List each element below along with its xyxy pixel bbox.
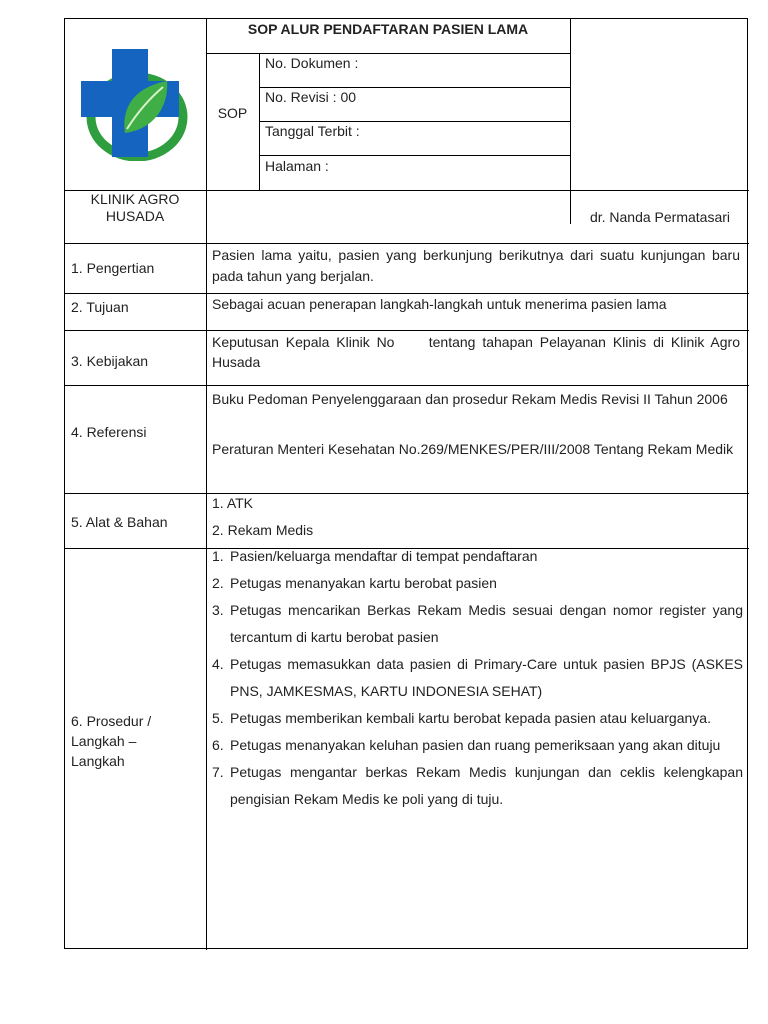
section-text-pengertian: Pasien lama yaitu, pasien yang berkunjung berikutnya dari suatu kunjungan baru pada tahun yang berjalan. <box>212 247 740 284</box>
procedure-step <box>212 732 743 759</box>
revision-field: No. Revisi : 00 <box>265 89 357 105</box>
step-number: 7. <box>212 764 224 780</box>
step-text: Petugas memasukkan data pasien di Primary-Care untuk pasien BPJS (ASKES PNS, JAMKESMAS, KARTU INDONESIA SEHAT) <box>230 656 743 699</box>
procedure-step <box>212 651 743 705</box>
divider <box>259 87 570 88</box>
divider <box>65 330 749 331</box>
section-label-prosedur: 6. Prosedur / Langkah – Langkah <box>71 713 152 769</box>
section-label-pengertian: 1. Pengertian <box>71 260 155 276</box>
divider <box>65 293 749 294</box>
step-text: Petugas mencarikan Berkas Rekam Medis sesuai dengan nomor register yang tercantum di kartu berobat pasien <box>230 602 743 645</box>
procedure-step <box>212 759 743 813</box>
section-text-kebijakan: Keputusan Kepala Klinik No tentang tahapan Pelayanan Klinis di Klinik Agro Husada <box>212 334 744 370</box>
clinic-name: KLINIK AGRO HUSADA <box>90 191 180 224</box>
step-number: 5. <box>212 710 224 726</box>
divider <box>259 121 570 122</box>
procedure-step <box>212 543 743 570</box>
sop-document <box>64 18 748 949</box>
issue-date-field: Tanggal Terbit : <box>265 123 360 139</box>
step-text: Petugas mengantar berkas Rekam Medis kunjungan dan ceklis kelengkapan pengisian Rekam Medis ke poli yang di tuju. <box>230 764 743 807</box>
procedure-step <box>212 570 743 597</box>
divider <box>206 19 207 950</box>
page-field: Halaman : <box>265 158 329 174</box>
clinic-logo <box>75 41 193 161</box>
procedure-step <box>212 597 743 651</box>
step-number: 6. <box>212 737 224 753</box>
step-text: Pasien/keluarga mendaftar di tempat pendaftaran <box>230 548 538 564</box>
divider <box>259 155 570 156</box>
section-text-tujuan: Sebagai acuan penerapan langkah-langkah untuk menerima pasien lama <box>212 296 667 312</box>
document-title: SOP ALUR PENDAFTARAN PASIEN LAMA <box>247 21 529 37</box>
reference-item: Peraturan Menteri Kesehatan No.269/MENKES/PER/III/2008 Tentang Rekam Medik <box>212 441 734 457</box>
sop-label: SOP <box>217 105 248 121</box>
procedure-step <box>212 705 743 732</box>
signatory-name: dr. Nanda Permatasari <box>589 209 731 225</box>
section-label-tujuan: 2. Tujuan <box>71 299 129 315</box>
tool-item-number: 1. <box>212 495 224 511</box>
step-number: 4. <box>212 656 224 672</box>
document-number-field: No. Dokumen : <box>265 55 359 71</box>
step-number: 2. <box>212 575 224 591</box>
step-number: 1. <box>212 548 224 564</box>
section-label-referensi: 4. Referensi <box>71 424 147 440</box>
tool-item-number: 2. <box>212 522 224 538</box>
divider <box>570 19 571 224</box>
divider <box>65 243 749 244</box>
step-text: Petugas memberikan kembali kartu berobat kepada pasien atau keluarganya. <box>230 710 711 726</box>
tool-item-text: ATK <box>226 495 254 511</box>
step-text: Petugas menanyakan keluhan pasien dan ruang pemeriksaan yang akan dituju <box>230 737 721 753</box>
section-label-alat-bahan: 5. Alat & Bahan <box>71 514 168 530</box>
step-number: 3. <box>212 602 224 618</box>
section-label-kebijakan: 3. Kebijakan <box>71 353 149 369</box>
divider <box>65 493 749 494</box>
divider <box>206 53 570 54</box>
procedure-list <box>212 543 743 813</box>
tool-item <box>212 522 313 539</box>
reference-item: Buku Pedoman Penyelenggaraan dan prosedur Rekam Medis Revisi II Tahun 2006 <box>212 391 728 407</box>
step-text: Petugas menanyakan kartu berobat pasien <box>230 575 497 591</box>
tool-item <box>212 495 253 512</box>
tool-item-text: Rekam Medis <box>227 522 314 538</box>
